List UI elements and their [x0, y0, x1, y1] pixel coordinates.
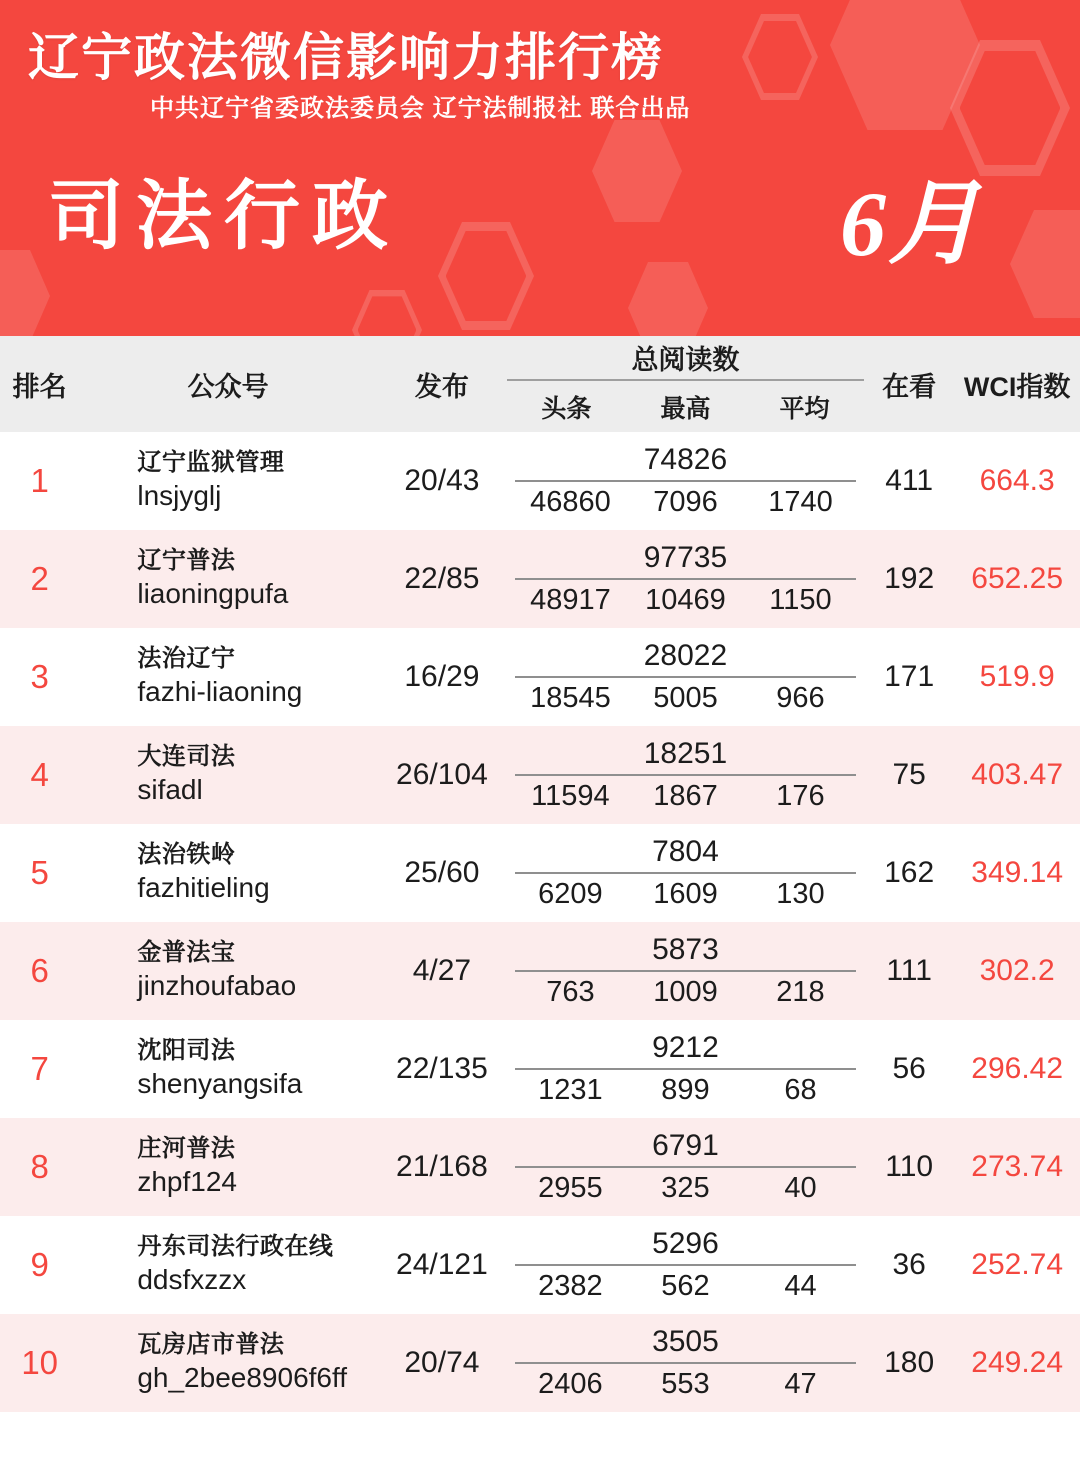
account-cell [79, 726, 377, 824]
average-reads: 966 [776, 682, 825, 714]
total-reads-cell [507, 922, 864, 1020]
watching-value: 56 [892, 1052, 926, 1085]
column-header-rank: 排名 [0, 336, 79, 432]
total-reads-cell [507, 824, 864, 922]
hexagon-decoration [1010, 210, 1080, 318]
table-row[interactable] [0, 1020, 1080, 1118]
account-name-en: fazhitieling [137, 872, 270, 904]
publish-value: 25/60 [404, 856, 480, 889]
average-reads: 1740 [768, 486, 833, 518]
hexagon-decoration [628, 262, 708, 336]
watching-value: 171 [884, 660, 935, 693]
account-name-cn: 丹东司法行政在线 [137, 1233, 334, 1261]
table-row[interactable] [0, 432, 1080, 530]
hexagon-decoration [438, 222, 534, 330]
publish-value: 20/43 [404, 464, 480, 497]
month-label: 6月 [839, 173, 982, 275]
max-reads: 1009 [653, 976, 718, 1008]
column-header-wci: WCI指数 [954, 336, 1080, 432]
account-name-en: gh_2bee8906f6ff [137, 1362, 348, 1394]
publish-value: 24/121 [396, 1248, 488, 1281]
watching-value: 111 [886, 954, 932, 987]
average-reads: 130 [776, 878, 825, 910]
account-cell [79, 432, 377, 530]
rank-value: 6 [30, 952, 49, 989]
rank-value: 5 [30, 854, 49, 891]
headline-reads: 48917 [530, 584, 611, 616]
table-row[interactable] [0, 726, 1080, 824]
publish-value: 20/74 [404, 1346, 480, 1379]
page-subtitle: 中共辽宁省委政法委员会 辽宁法制报社 联合出品 [150, 95, 691, 122]
average-reads: 40 [784, 1172, 817, 1204]
headline-reads: 46860 [530, 486, 611, 518]
total-reads-sum: 3505 [515, 1325, 856, 1364]
total-reads-cell [507, 1020, 864, 1118]
account-cell [79, 1020, 377, 1118]
wci-value: 296.42 [971, 1052, 1064, 1085]
headline-reads: 763 [546, 976, 595, 1008]
total-reads-cell [507, 1216, 864, 1314]
rank-value: 2 [30, 560, 49, 597]
account-name-en: lnsjyglj [137, 480, 222, 512]
table-row[interactable] [0, 1118, 1080, 1216]
average-reads: 68 [784, 1074, 817, 1106]
publish-value: 21/168 [396, 1150, 488, 1183]
wci-value: 349.14 [971, 856, 1064, 889]
account-name-cn: 大连司法 [137, 743, 236, 771]
watching-value: 36 [892, 1248, 926, 1281]
max-reads: 325 [661, 1172, 710, 1204]
average-reads: 176 [776, 780, 825, 812]
page-header [0, 0, 1080, 336]
account-name-cn: 金普法宝 [137, 939, 236, 967]
publish-value: 16/29 [404, 660, 480, 693]
account-name-en: zhpf124 [137, 1166, 237, 1198]
total-reads-sum: 18251 [515, 737, 856, 776]
wci-value: 664.3 [979, 464, 1055, 497]
wci-value: 273.74 [971, 1150, 1064, 1183]
watching-value: 180 [884, 1346, 935, 1379]
average-reads: 218 [776, 976, 825, 1008]
account-name-en: fazhi-liaoning [137, 676, 303, 708]
rank-value: 1 [30, 462, 49, 499]
total-reads-cell [507, 628, 864, 726]
table-row[interactable] [0, 922, 1080, 1020]
account-name-en: shenyangsifa [137, 1068, 303, 1100]
wci-value: 403.47 [971, 758, 1064, 791]
average-reads: 44 [784, 1270, 817, 1302]
total-reads-sum: 28022 [515, 639, 856, 678]
account-cell [79, 922, 377, 1020]
account-name-cn: 法治辽宁 [137, 645, 236, 673]
hexagon-decoration [352, 290, 422, 336]
total-reads-sum: 74826 [515, 443, 856, 482]
max-reads: 562 [661, 1270, 710, 1302]
account-cell [79, 628, 377, 726]
average-reads: 47 [784, 1368, 817, 1400]
hexagon-decoration [0, 250, 50, 336]
headline-reads: 18545 [530, 682, 611, 714]
column-header-max: 最高 [626, 380, 745, 432]
publish-value: 22/85 [404, 562, 480, 595]
max-reads: 7096 [653, 486, 718, 518]
max-reads: 5005 [653, 682, 718, 714]
total-reads-sum: 5296 [515, 1227, 856, 1266]
publish-value: 26/104 [396, 758, 488, 791]
watching-value: 192 [884, 562, 935, 595]
total-reads-cell [507, 432, 864, 530]
total-reads-sum: 97735 [515, 541, 856, 580]
wci-value: 652.25 [971, 562, 1064, 595]
publish-value: 22/135 [396, 1052, 488, 1085]
max-reads: 899 [661, 1074, 710, 1106]
total-reads-sum: 9212 [515, 1031, 856, 1070]
rank-value: 9 [30, 1246, 49, 1283]
account-name-en: sifadl [137, 774, 203, 806]
total-reads-sum: 6791 [515, 1129, 856, 1168]
headline-reads: 2382 [538, 1270, 603, 1302]
rank-value: 3 [30, 658, 49, 695]
average-reads: 1150 [769, 584, 832, 616]
wci-value: 249.24 [971, 1346, 1064, 1379]
watching-value: 110 [885, 1150, 934, 1183]
max-reads: 10469 [645, 584, 726, 616]
headline-reads: 1231 [538, 1074, 603, 1106]
account-name-cn: 庄河普法 [137, 1135, 236, 1163]
table-row[interactable] [0, 1216, 1080, 1314]
headline-reads: 6209 [538, 878, 603, 910]
account-cell [79, 1216, 377, 1314]
page-title: 辽宁政法微信影响力排行榜 [28, 29, 665, 86]
watching-value: 75 [892, 758, 926, 791]
account-cell [79, 1118, 377, 1216]
account-name-en: jinzhoufabao [137, 970, 297, 1002]
hexagon-decoration [742, 14, 818, 100]
account-name-en: ddsfxzzx [137, 1264, 247, 1296]
wci-value: 302.2 [979, 954, 1055, 987]
publish-value: 4/27 [412, 954, 472, 987]
column-header-publish: 发布 [377, 336, 507, 432]
table-body [0, 432, 1080, 1412]
wci-value: 519.9 [979, 660, 1055, 693]
rank-value: 4 [30, 756, 49, 793]
ranking-table [0, 336, 1080, 1412]
account-cell [79, 1314, 377, 1412]
rank-value: 10 [21, 1344, 59, 1381]
max-reads: 1609 [653, 878, 718, 910]
account-name-cn: 法治铁岭 [137, 841, 236, 869]
headline-reads: 11594 [531, 780, 610, 812]
total-reads-sum: 7804 [515, 835, 856, 874]
table-header [0, 336, 1080, 432]
wci-value: 252.74 [971, 1248, 1064, 1281]
column-header-total-reads: 总阅读数 [507, 336, 864, 380]
account-name-en: liaoningpufa [137, 578, 289, 610]
rank-value: 7 [30, 1050, 49, 1087]
account-name-cn: 瓦房店市普法 [137, 1331, 285, 1359]
column-header-headline: 头条 [507, 380, 626, 432]
total-reads-cell [507, 1118, 864, 1216]
table-row[interactable] [0, 530, 1080, 628]
account-name-cn: 辽宁监狱管理 [137, 449, 285, 477]
account-cell [79, 824, 377, 922]
account-cell [79, 530, 377, 628]
column-header-account: 公众号 [79, 336, 377, 432]
category-label: 司法行政 [48, 174, 400, 259]
total-reads-cell [507, 1314, 864, 1412]
table-row[interactable] [0, 628, 1080, 726]
account-name-cn: 辽宁普法 [137, 547, 236, 575]
total-reads-sum: 5873 [515, 933, 856, 972]
rank-value: 8 [30, 1148, 49, 1185]
watching-value: 411 [885, 464, 934, 497]
headline-reads: 2955 [538, 1172, 603, 1204]
total-reads-cell [507, 530, 864, 628]
hexagon-decoration [592, 120, 682, 222]
account-name-cn: 沈阳司法 [137, 1037, 236, 1065]
watching-value: 162 [884, 856, 935, 889]
headline-reads: 2406 [538, 1368, 603, 1400]
table-row[interactable] [0, 824, 1080, 922]
column-header-watching: 在看 [864, 336, 954, 432]
table-row[interactable] [0, 1314, 1080, 1412]
max-reads: 553 [661, 1368, 710, 1400]
column-header-average: 平均 [745, 380, 864, 432]
total-reads-cell [507, 726, 864, 824]
max-reads: 1867 [653, 780, 718, 812]
